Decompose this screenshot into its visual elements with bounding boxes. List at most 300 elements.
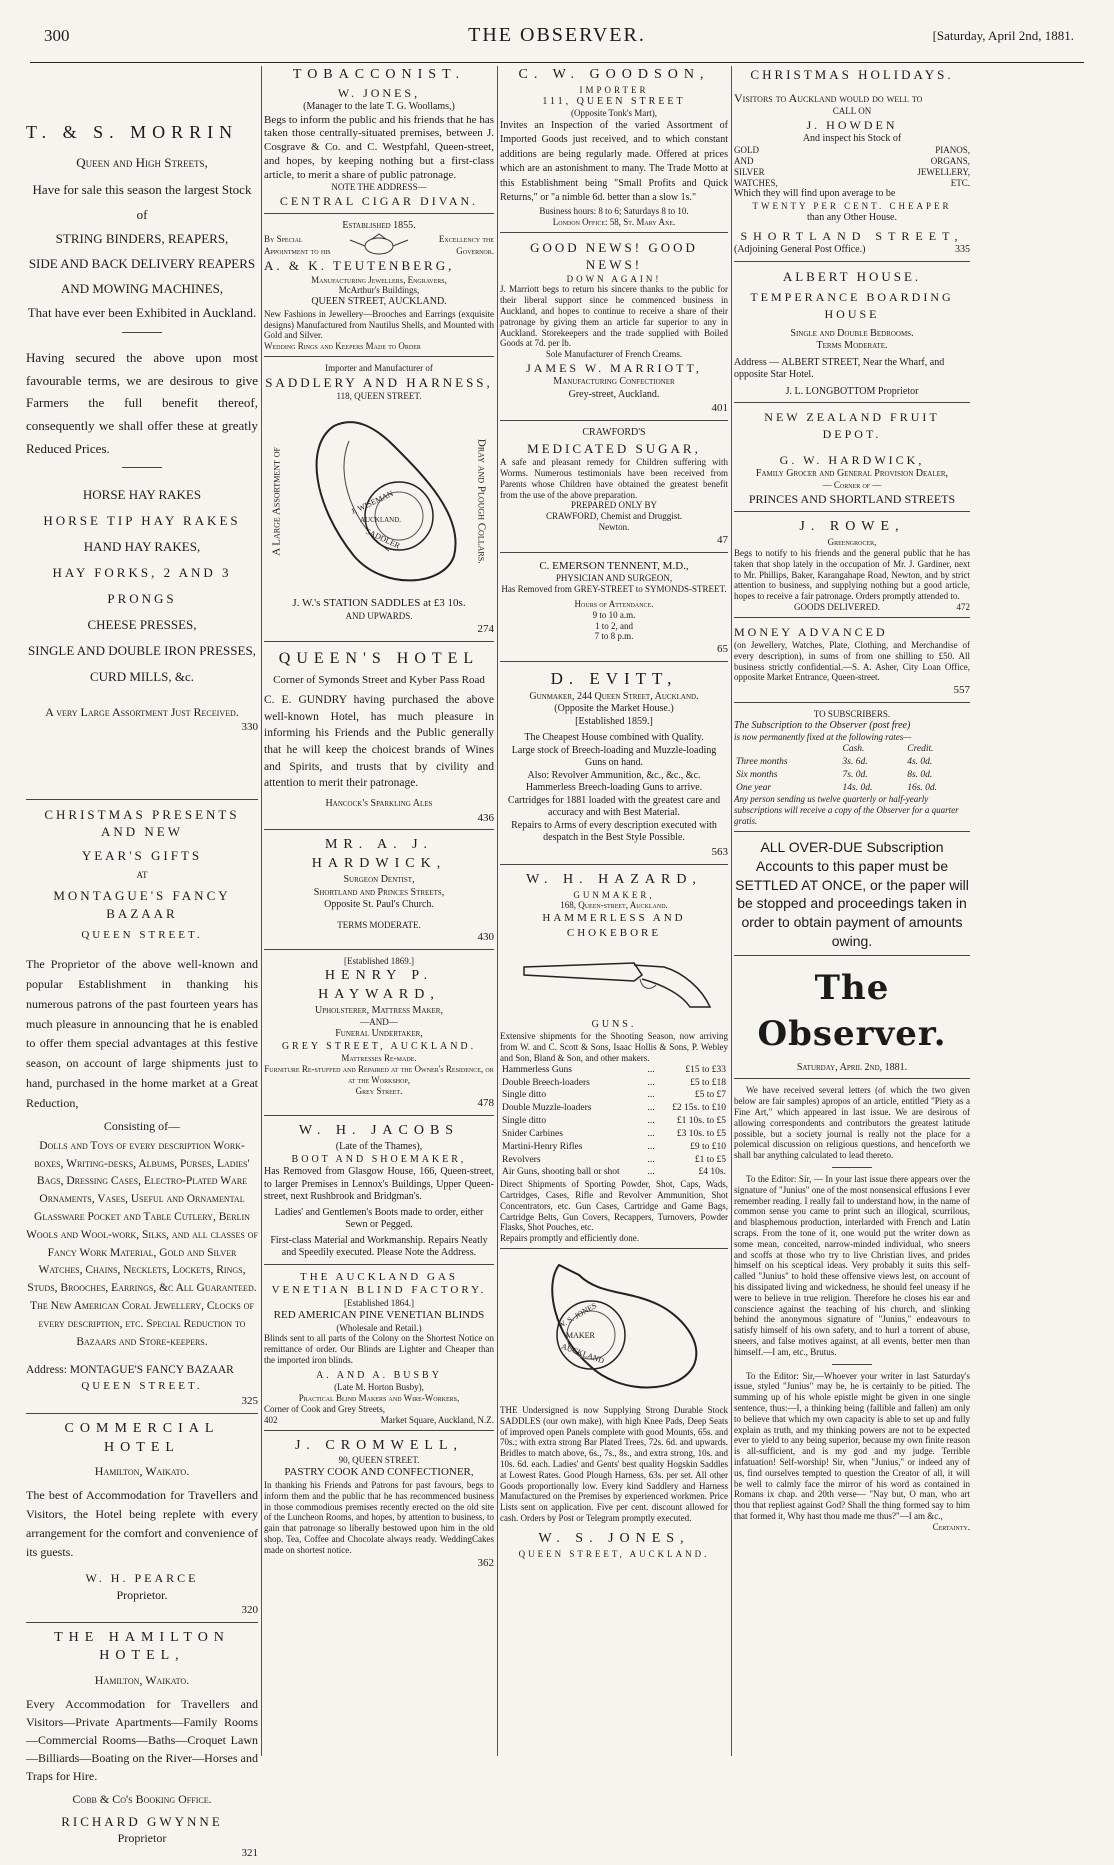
marriott-headline: GOOD NEWS! GOOD NEWS! xyxy=(530,239,698,273)
blind-late: (Late M. Horton Busby), xyxy=(334,1382,424,1393)
overdue-notice: ALL OVER-DUE Subscription Accounts to this paper must be SETTLED AT ONCE, or the paper will be stopped and proceedings taken in order to obtain payment of amounts owing. xyxy=(734,838,970,956)
howden-goods-list xyxy=(734,145,970,188)
ad-number: 401 xyxy=(711,402,728,415)
howden-good: ETC. xyxy=(950,177,970,188)
hardwick-terms: TERMS MODERATE. xyxy=(337,919,421,930)
albert-rooms: Single and Double Bedrooms. xyxy=(790,327,914,339)
subs-cash: 3s. 6d. xyxy=(842,756,868,767)
rule xyxy=(122,332,162,333)
subs-credit: 4s. 0d. xyxy=(907,756,933,767)
page-header xyxy=(30,22,1084,52)
column-2 xyxy=(264,66,494,1751)
tennent-moved: Has Removed from GREY-STREET to SYMONDS-STREET. xyxy=(501,584,727,595)
issue-date: [Saturday, April 2nd, 1881. xyxy=(932,28,1074,43)
ad-number: 563 xyxy=(711,845,728,858)
cromwell-trade: PASTRY COOK AND CONFECTIONER, xyxy=(284,1466,474,1479)
ad-jacobs xyxy=(264,1122,494,1264)
money-paragraph: (on Jewellery, Watches, Plate, Clothing, and Merchandise of every description), in sums of from one shilling to £50. All business strictly confidential.—S. A. Asher, City Loan Office, opposite Market Entrance, Queen-street. xyxy=(734,640,970,683)
morrin-address: Queen and High Streets, xyxy=(76,155,208,171)
price-value: £2 15s. to £10 xyxy=(672,1103,726,1114)
hazard-guns: GUNS. xyxy=(591,1018,637,1030)
subs-col: Cash. xyxy=(842,744,865,755)
jones-seal-maker: MAKER xyxy=(566,1330,595,1340)
subs-period: One year xyxy=(736,782,772,793)
marriott-sole: Sole Manufacturer of French Creams. xyxy=(545,349,683,360)
rowe-paragraph: Begs to notify to his friends and the general public that he has taken that shop lately in the occupation of Mr. J. Gardiner, next to Mr. Phillips, Baker, Karangahape Road, Newton, and by strict attention to business, and supplying nothing but a good article, hopes to receive a fair patronage. Orders promptly attended to. xyxy=(734,548,970,602)
ad-number: 47 xyxy=(717,533,728,546)
hardwick-role: Surgeon Dentist, xyxy=(343,874,415,886)
marriott-trade: Manufacturing Confectioner xyxy=(553,376,675,388)
bazaar-address: Address: MONTAGUE'S FANCY BAZAAR xyxy=(26,1364,234,1377)
ad-number: 320 xyxy=(241,1603,258,1616)
subs-credit: 16s. 0d. xyxy=(907,782,938,793)
blind-wholesale: (Wholesale and Retail.) xyxy=(336,1322,422,1333)
howden-call: CALL ON xyxy=(832,105,872,116)
cromwell-paragraph: In thanking his Friends and Patrons for past favours, begs to inform them and the public that he has recommenced business in those commodious premises recently erected on the old site of the Luncheon Rooms, and hopes, by attention to business, to gain that patronage so liberally bestowed upon him in the old shop. Tea, Coffee and Chocolate always ready. WeddingCakes made on shortest notice. xyxy=(264,1479,494,1555)
ad-number: 472 xyxy=(956,602,970,613)
fruit-streets: PRINCES AND SHORTLAND STREETS xyxy=(748,492,956,507)
price-item: Hammerless Guns xyxy=(502,1064,572,1075)
wiseman-street: 118, QUEEN STREET. xyxy=(336,391,422,402)
price-row xyxy=(500,1166,728,1179)
albert-address: Address — ALBERT STREET, Near the Wharf, and opposite Star Hotel. xyxy=(734,356,945,381)
howden-good: ORGANS, xyxy=(930,156,970,167)
evitt-trade: Gunmaker, 244 Queen Street, Auckland. xyxy=(529,690,699,702)
column-divider xyxy=(261,66,262,1756)
bazaar-consisting: Consisting of— xyxy=(103,1118,181,1133)
price-row xyxy=(500,1128,728,1141)
evitt-line: Cartridges for 1881 loaded with the greatest care and accuracy and with Best Material. xyxy=(507,794,721,819)
price-item: Air Guns, shooting ball or shot xyxy=(502,1167,620,1178)
howden-good: JEWELLERY, xyxy=(917,166,970,177)
morrin-item: CURD MILLS, &c. xyxy=(90,668,194,684)
ad-howden xyxy=(734,66,970,262)
hayward-undertaker: Funeral Undertaker, xyxy=(335,1028,423,1040)
howden-goods-row xyxy=(734,167,970,178)
hazard-name: W. H. HAZARD, xyxy=(526,871,702,887)
price-row xyxy=(500,1154,728,1167)
ad-hazard xyxy=(500,871,728,1249)
wiseman-seal-name: J. WISEMAN xyxy=(349,489,395,517)
commercial-owner: W. H. PEARCE xyxy=(85,1571,199,1586)
blind-corner: Corner of Cook and Grey Streets, xyxy=(264,1403,385,1414)
hamilton-paragraph: Every Accommodation for Travellers and Visitors—Private Apartments—Family Rooms —Commercial Rooms—Baths—Croquet Lawn —Billiards—Boating on the River—Horses and Traps for Hire. xyxy=(26,1696,258,1783)
price-row xyxy=(500,1089,728,1102)
howden-goods-row xyxy=(734,156,970,167)
hamilton-place: Hamilton, Waikato. xyxy=(94,1673,190,1688)
wiseman-side-right: Dray and Plough Collars. xyxy=(475,438,488,564)
price-item: Double Breech-loaders xyxy=(502,1077,590,1088)
tennent-hours-2: 1 to 2, and xyxy=(595,620,633,631)
bazaar-street: QUEEN STREET. xyxy=(81,929,203,942)
subs-col: Credit. xyxy=(907,744,934,755)
commercial-place: Hamilton, Waikato. xyxy=(94,1464,190,1479)
howden-good: PIANOS, xyxy=(935,145,970,156)
rowe-name: J. ROWE, xyxy=(799,519,905,535)
morrin-line: AND MOWING MACHINES, xyxy=(60,280,224,296)
teut-appointment-right: Excellency the Governor. xyxy=(438,233,494,256)
price-item: Double Muzzle-loaders xyxy=(502,1103,592,1114)
teut-appointment-left: By Special Appointment to his xyxy=(264,233,331,256)
price-row xyxy=(500,1115,728,1128)
marriott-name: JAMES W. MARRIOTT, xyxy=(526,361,702,376)
jones-name: W. S. JONES, xyxy=(538,1530,690,1546)
jacobs-sub: (Late of the Thames), xyxy=(335,1141,423,1153)
jacobs-paragraph: Has Removed from Glasgow House, 166, Queen-street, to larger Premises in Lennox's Buildings, Upper Queen-street, next Rushbrook and Bridgman's. xyxy=(264,1166,494,1203)
hamilton-name: THE HAMILTON HOTEL, xyxy=(54,1629,230,1664)
jones-paragraph: THE Undersigned is now Supplying Strong Durable Stock SADDLES (our own make), with high Knee Pads, Deep Seats of improved open Panels complete with good Mounts, 65s. and 70s.; with extra strong Bar Plated Trees, 72s. 6d. and upwards. Bridles to match above, 6s., 7s., 8s., and extra strong, 10s. and 10s. 6d. each. Ladies' and Gents' best quality Hogskin Saddles at Lowest Rates. Good Plough Harness, 63s. per set. All other Goods proportionally low. Every kind Saddlery and Harness Manufactured on the Premises by experienced workmen. Price Lists sent on application. Five per cent. discount allowed for cash. Orders by Post or Telegram promptly executed. xyxy=(500,1404,728,1523)
price-dots: ... xyxy=(647,1064,655,1075)
price-row xyxy=(500,1141,728,1154)
howden-goods-row xyxy=(734,178,970,189)
ad-marriott xyxy=(500,239,728,422)
subs-foot: Any person sending us twelve quarterly or half-yearly subscriptions will receive a copy of the Observer for a quarter gratis. xyxy=(734,794,959,826)
hayward-trade: Upholsterer, Mattress Maker, xyxy=(315,1004,443,1016)
subs-period: Six months xyxy=(736,769,778,780)
goodson-role: IMPORTER xyxy=(579,84,649,95)
howden-good: GOLD xyxy=(734,145,759,156)
tobacco-title: TOBACCONIST. xyxy=(292,67,466,82)
wiseman-title: SADDLERY AND HARNESS, xyxy=(265,374,493,390)
tobacco-paragraph: Begs to inform the public and his friends that he has taken those centrally-situated premises, between J. Cosgrave & Co. and C. Westpfahl, Queen-street, and hopes, by keeping nothing but a first-class article, to merit a share of public patronage. xyxy=(264,113,494,181)
queens-paragraph: C. E. GUNDRY having purchased the above well-known Hotel, has much pleasure in informing his Friends and the Public generally that he will keep the choicest brands of Wines and Spirits, and trusts that by civility and attention to merit their patronage. xyxy=(264,693,494,790)
ad-fruit-depot xyxy=(734,409,970,512)
tobacco-divan: CENTRAL CIGAR DIVAN. xyxy=(279,194,479,209)
jones-street: QUEEN STREET, AUCKLAND. xyxy=(518,1548,710,1559)
subs-period: Three months xyxy=(736,756,788,767)
price-row xyxy=(500,1064,728,1077)
ad-crawford xyxy=(500,427,728,552)
hayward-and: —AND— xyxy=(360,1017,398,1028)
goodson-london: London Office: 58, St. Mary Axe. xyxy=(552,216,676,227)
jacobs-paragraph-3: First-class Material and Workmanship. Repairs Neatly and Speedily executed. Please Note the Address. xyxy=(270,1234,488,1259)
price-value: £5 to £18 xyxy=(690,1077,726,1088)
saddle-illustration xyxy=(519,1255,709,1405)
subs-title: TO SUBSCRIBERS. xyxy=(813,709,891,720)
morrin-line: STRING BINDERS, REAPERS, xyxy=(55,231,229,247)
blind-market: Market Square, Auckland, N.Z. xyxy=(380,1414,494,1425)
evitt-line: Repairs to Arms of every description executed with despatch in the Best Style Possible. xyxy=(511,819,717,844)
hayward-furniture: Furniture Re-stuffed and Repaired at the Owner's Residence, or at the Workshop, xyxy=(264,1063,494,1085)
column-divider xyxy=(497,66,498,1756)
teut-street: QUEEN STREET, AUCKLAND. xyxy=(311,296,447,308)
albert-name: ALBERT HOUSE. xyxy=(782,268,922,284)
marriott-paragraph: J. Marriott begs to return his sincere thanks to the public for their liberal support since he commenced business in Auckland, and hopes to continue to receive a share of their patronage by giving them an article far superior to any in Auckland. Storekeepers and the trade supplied with Boiled Goods at 7d. per lb. xyxy=(500,284,728,349)
blind-trade: Practical Blind Makers and Wire-Workers, xyxy=(298,1393,460,1404)
price-value: £5 to £7 xyxy=(694,1090,726,1101)
subs-row xyxy=(734,782,970,795)
blind-title: THE AUCKLAND GAS VENETIAN BLIND FACTORY. xyxy=(271,1270,487,1297)
wiseman-seal-city: AUCKLAND. xyxy=(360,516,402,525)
howden-title: CHRISTMAS HOLIDAYS. xyxy=(750,67,954,82)
subs-cash: 7s. 0d. xyxy=(842,769,868,780)
fruit-trade: Family Grocer and General Provision Dealer, xyxy=(755,467,949,479)
column-1 xyxy=(26,66,258,1860)
subs-row xyxy=(734,756,970,769)
bazaar-at: AT xyxy=(136,870,148,881)
jacobs-paragraph-2: Ladies' and Gentlemen's Boots made to order, either Sewn or Pegged. xyxy=(274,1206,484,1231)
goodson-name: C. W. GOODSON, xyxy=(518,67,710,82)
ad-ws-jones xyxy=(500,1255,728,1563)
subs-rates-table xyxy=(734,743,970,794)
teut-name: A. & K. TEUTENBERG, xyxy=(264,258,455,274)
morrin-name: T. & S. MORRIN xyxy=(26,122,239,142)
jones-seal-name: W. S. JONES xyxy=(556,1300,599,1331)
morrin-line: That have ever been Exhibited in Auckland. xyxy=(27,305,257,321)
ad-evitt xyxy=(500,668,728,865)
ad-number: 330 xyxy=(241,720,258,733)
rowe-goods: GOODS DELIVERED. xyxy=(794,602,880,613)
teut-established: Established 1855. xyxy=(342,220,416,232)
hardwick-address: Shortland and Princes Streets, xyxy=(313,886,445,898)
ad-number: 274 xyxy=(477,622,494,635)
jones-seal-city: AUCKLAND xyxy=(560,1341,606,1366)
goodson-hours: Business hours: 8 to 6; Saturdays 8 to 10. xyxy=(539,205,689,216)
hardwick-name: MR. A. J. HARDWICK, xyxy=(311,837,447,872)
shotgun-illustration xyxy=(514,945,714,1015)
morrin-item: SINGLE AND DOUBLE IRON PRESSES, xyxy=(28,642,256,658)
hayward-street: GREY STREET, AUCKLAND. xyxy=(281,1040,477,1052)
morrin-line: SIDE AND BACK DELIVERY REAPERS xyxy=(28,255,256,271)
howden-good: SILVER xyxy=(734,166,765,177)
queens-corner: Corner of Symonds Street and Kyber Pass Road xyxy=(273,674,485,687)
ad-wiseman xyxy=(264,363,494,642)
blind-paragraph: Blinds sent to all parts of the Colony on the Shortest Notice on remittance of order. Our Blinds are Lighter and Cheaper than the imported iron blinds. xyxy=(264,1333,494,1366)
jacobs-name: W. H. JACOBS xyxy=(298,1123,460,1139)
ad-hayward xyxy=(264,956,494,1116)
crawford-title: CRAWFORD'S xyxy=(582,427,646,439)
crawford-title-2: MEDICATED SUGAR, xyxy=(527,440,701,456)
morrin-footer: A very Large Assortment Just Received. xyxy=(45,704,239,719)
bazaar-street-2: QUEEN STREET. xyxy=(81,1379,203,1392)
hamilton-owner: RICHARD GWYNNE xyxy=(61,1813,223,1829)
price-value: £1 10s. to £5 xyxy=(676,1116,726,1127)
price-dots: ... xyxy=(647,1116,655,1127)
ad-queens-hotel xyxy=(264,648,494,831)
subs-credit: 8s. 0d. xyxy=(907,769,933,780)
howden-name: J. HOWDEN xyxy=(806,117,898,132)
commercial-name: COMMERCIAL HOTEL xyxy=(64,1420,220,1455)
howden-inspect: And inspect his Stock of xyxy=(802,132,902,144)
newspaper-title: THE OBSERVER. xyxy=(468,24,646,46)
hayward-name: HENRY P. HAYWARD, xyxy=(318,968,440,1002)
hamilton-proprietor: Proprietor xyxy=(117,1831,167,1846)
price-dots: ... xyxy=(647,1077,655,1088)
albert-type: TEMPERANCE BOARDING HOUSE xyxy=(750,290,954,321)
letter-brutus: To the Editor: Sir, — In your last issue there appears over the signature of "Junius" one of the most nonsensical effusions I ever remember reading. I really fail to understand how, in the name of common sense you came to print such an illogical, scurrilous, and blasphemous production, interlarded with French and Latin scraps. From the tone of it, one would put the writer down as some mean, conceited, narrow-minded individual, who sneers and scoffs at those who try to live Christian lives, and prides himself on his sceptical ideas. Very probably it suits this self-called "Junius" to hold these offensive views lest, on account of his dissipated living and wickedness, he should feel uneasy if he were to believe in true religion. Therefore he closes his ear and conscience against the teaching of his church, and slinking behind the anonymous signature of "Junius," endeavours to satisfy himself of his own safety, and to hurl a torrent of abuse, sneers, and false motives against, at all events, better men than himself.—I am, etc., Brutus. xyxy=(734,1173,970,1357)
tobacco-sub: (Manager to the late T. G. Woollams,) xyxy=(303,101,455,113)
marriott-street: Grey-street, Auckland. xyxy=(568,388,660,400)
column-4 xyxy=(734,66,970,1751)
subscribers-notice xyxy=(734,709,970,832)
goodson-paragraph: Invites an Inspection of the varied Assortment of Imported Goods just received, and to which constant additions are being regularly made. Offered at prices which are an astonishment to many. The Trade Motto at this Establishment being "Small Profits and Quick Returns," or "a nimble 6d. better than a slow 1s." xyxy=(500,119,728,204)
hazard-paragraph: Extensive shipments for the Shooting Season, now arriving from W. and C. Scott & Sons, Isaac Hollis & Sons, P. Webley and Son, Bland & Son, and other makers. xyxy=(500,1031,728,1064)
subs-cash: 14s. 0d. xyxy=(842,782,873,793)
albert-owner: J. L. LONGBOTTOM Proprietor xyxy=(785,385,919,397)
bazaar-goods: Dolls and Toys of every description Work-boxes, Writing-desks, Albums, Purses, Ladies' Bags, Dressing Cases, Electro-Plated Ware Ornaments, Vases, Useful and Ornamental Glassware Pocket and Table Cutlery, Berlin Wools and Wool-work, Silks, and all classes of Fancy Work Material, Gold and Silver Watches, Chains, Necklets, Lockets, Rings, Studs, Brooches, Earrings, &c All Guaranteed. The New American Coral Jewellery, Clocks of every description, etc. Special Reduction to Bazaars and Store-keepers. xyxy=(26,1139,258,1348)
price-dots: ... xyxy=(647,1103,655,1114)
morrin-item: HAY FORKS, 2 AND 3 PRONGS xyxy=(52,564,232,606)
howden-which: Which they will find upon average to be xyxy=(734,188,896,200)
howden-street: SHORTLAND STREET, xyxy=(740,229,964,244)
wiseman-station: J. W.'s STATION SADDLES at £3 10s. xyxy=(292,597,466,610)
bazaar-name: MONTAGUE'S FANCY BAZAAR xyxy=(53,888,231,921)
price-dots: ... xyxy=(647,1090,655,1101)
ad-hardwick-dentist xyxy=(264,836,494,950)
bazaar-title: CHRISTMAS PRESENTS AND NEW xyxy=(44,806,240,840)
fruit-owner: G. W. HARDWICK, xyxy=(779,452,925,467)
crawford-newton: Newton. xyxy=(598,521,630,532)
queens-ales: Hancock's Sparkling Ales xyxy=(325,798,433,810)
marriott-down: DOWN AGAIN! xyxy=(566,273,662,284)
price-value: £9 to £10 xyxy=(690,1141,726,1152)
commercial-proprietor: Proprietor. xyxy=(116,1587,168,1602)
ad-albert-house xyxy=(734,268,970,403)
blind-red-pine: RED AMERICAN PINE VENETIAN BLINDS xyxy=(273,1308,485,1321)
ad-bazaar xyxy=(26,806,258,1414)
howden-good: WATCHES, xyxy=(734,177,778,188)
evitt-name: D. EVITT, xyxy=(550,669,678,689)
evitt-line: Large stock of Breech-loading and Muzzle-loading Guns on hand. xyxy=(511,744,717,769)
subs-head: The Subscription to the Observer (post free) xyxy=(734,719,911,731)
ad-rowe xyxy=(734,518,970,617)
blind-established: [Established 1864.] xyxy=(344,1298,414,1309)
howden-goods-row xyxy=(734,145,970,156)
ad-number: 362 xyxy=(477,1556,494,1569)
hayward-grey: Grey Street. xyxy=(355,1085,403,1096)
blind-busby: A. AND A. BUSBY xyxy=(316,1369,442,1381)
hazard-headline: HAMMERLESS AND CHOKEBORE xyxy=(542,912,686,940)
howden-adjoining: (Adjoining General Post Office.) xyxy=(734,244,866,256)
ad-number: 65 xyxy=(717,643,728,656)
cromwell-name: J. CROMWELL, xyxy=(294,1437,464,1453)
tennent-name: C. EMERSON TENNENT, M.D., xyxy=(539,559,689,572)
hazard-address: 168, Queen-street, Auckland. xyxy=(560,900,668,911)
cromwell-address: 90, QUEEN STREET. xyxy=(338,1455,420,1466)
commercial-paragraph: The best of Accommodation for Travellers and Visitors, the Hotel being replete with every arrangement for the comfort and convenience of its guests. xyxy=(26,1487,258,1560)
hazard-role: GUNMAKER, xyxy=(573,889,655,900)
howden-than: than any Other House. xyxy=(807,211,897,223)
price-dots: ... xyxy=(647,1141,655,1152)
hazard-price-list xyxy=(500,1064,728,1179)
price-item: Martini-Henry Rifles xyxy=(502,1141,583,1152)
bazaar-paragraph: The Proprietor of the above well-known and popular Establishment in thanking his numerous patrons of the past fourteen years has much pleasure in announcing that he is enabled to offer them special advantages at this festive season, on account of large shipments just to hand, purchased in the home market at a Great Reduction, xyxy=(26,957,258,1110)
ad-number: 436 xyxy=(477,811,494,824)
ad-number: 478 xyxy=(477,1097,494,1110)
price-value: £3 10s. to £5 xyxy=(676,1128,726,1139)
albert-terms: Terms Moderate. xyxy=(816,340,888,352)
teut-trade: Manufacturing Jewellers, Engravers, xyxy=(311,274,447,285)
morrin-item: HAND HAY RAKES, xyxy=(83,538,201,554)
ad-commercial-hotel xyxy=(26,1420,258,1623)
hazard-paragraph-2: Direct Shipments of Sporting Powder, Shot, Caps, Wads, Cartridges, Cases, Rifle and Revolver Ammunition, Shot Concentrators, etc. Gun Cases, Cartridge and Game Bags, Cartridge Belts, Gun Covers, Recappers, Turnovers, Powder Flasks, Shot Pouches, etc. xyxy=(500,1179,728,1233)
ad-tobacconist xyxy=(264,66,494,214)
column-divider xyxy=(731,66,732,1756)
price-row xyxy=(500,1077,728,1090)
ad-money-advanced xyxy=(734,624,970,703)
howden-cheaper: TWENTY PER CENT. CHEAPER xyxy=(752,200,952,211)
evitt-established: [Established 1859.] xyxy=(575,715,653,727)
crawford-paragraph: A safe and pleasant remedy for Children suffering with Worms. Numerous testimonials have been received from Parents whose Children have obtained the greatest benefit from the use of the above preparation. xyxy=(500,457,728,500)
teut-paragraph: New Fashions in Jewellery—Brooches and Earrings (exquisite designs) Manufactured from Nautilus Shells, and Mounted with Gold and Silver. xyxy=(264,308,494,341)
teut-rings: Wedding Rings and Keepers Made to Order xyxy=(264,341,421,352)
wiseman-side-left: A Large Assortment of xyxy=(270,447,283,556)
bazaar-title-2: YEAR'S GIFTS xyxy=(81,847,203,863)
morrin-item: CHEESE PRESSES, xyxy=(87,616,197,632)
page-number: 300 xyxy=(44,26,70,45)
money-title: MONEY ADVANCED xyxy=(734,624,888,639)
observer-masthead: The Observer. xyxy=(757,968,947,1055)
ad-number: 402 xyxy=(264,1414,278,1425)
jacobs-trade: BOOT AND SHOEMAKER, xyxy=(291,1153,467,1165)
morrin-item: HORSE TIP HAY RAKES xyxy=(43,512,241,528)
tennent-role: PHYSICIAN AND SURGEON, xyxy=(555,573,673,584)
tennent-hours-3: 7 to 8 p.m. xyxy=(594,631,634,642)
tobacco-note: NOTE THE ADDRESS— xyxy=(331,182,427,193)
evitt-opposite: (Opposite the Market House.) xyxy=(554,703,674,715)
ad-cromwell xyxy=(264,1437,494,1575)
ad-number: 321 xyxy=(241,1847,258,1860)
ad-tennent xyxy=(500,559,728,662)
goodson-opposite: (Opposite Tonk's Mart), xyxy=(570,108,658,119)
price-dots: ... xyxy=(647,1154,655,1165)
column-3 xyxy=(500,66,728,1751)
price-value: £15 to £33 xyxy=(685,1064,726,1075)
editorial-date: Saturday, April 2nd, 1881. xyxy=(734,1062,970,1080)
queens-name: QUEEN'S HOTEL xyxy=(278,649,480,667)
subs-row xyxy=(734,769,970,782)
hardwick-opposite: Opposite St. Paul's Church. xyxy=(324,899,434,911)
goodson-address: 111, QUEEN STREET xyxy=(542,95,686,107)
subs-sub: is now permanently fixed at the following rates— xyxy=(734,732,912,743)
rule xyxy=(122,467,162,468)
wiseman-intro: Importer and Manufacturer of xyxy=(325,362,433,373)
price-item: Snider Carbines xyxy=(502,1128,563,1139)
ad-morrin xyxy=(26,66,258,800)
howden-good: AND xyxy=(734,156,754,167)
evitt-line: The Cheapest House combined with Quality. xyxy=(524,732,704,744)
howden-intro: Visitors to Auckland would do well to xyxy=(734,90,923,105)
wiseman-seal-trade: SADDLER xyxy=(364,526,402,551)
price-value: £1 to £5 xyxy=(694,1154,726,1165)
hayward-mattress: Mattresses Re-made. xyxy=(341,1053,417,1064)
rowe-trade: Greengrocer, xyxy=(827,537,877,548)
morrin-line: Have for sale this season the largest Stock of xyxy=(32,181,252,222)
editorial-paragraph: We have received several letters (of which the two given below are fair samples) apropos of an article, entitled "Piety as a Fine Art," which appeared in last issue. We are desirous of allowing correspondents and contributors the greatest latitude possible, but a society journal is really not the place for a polemical discussion on religious questions, and henceforth we shall bar anything calculated to lead thereto. xyxy=(734,1085,970,1161)
editorial xyxy=(734,966,970,1532)
ad-venetian-blind xyxy=(264,1271,494,1431)
teut-building: McArthur's Buildings, xyxy=(338,285,420,296)
evitt-line: Also: Revolver Ammunition, &c., &c., &c. xyxy=(527,769,701,781)
royal-crest-icon xyxy=(344,234,414,256)
ad-number: 430 xyxy=(477,931,494,944)
letter-certainty: To the Editor: Sir,—Whoever your writer in last Saturday's issue, styled "Junius" may be, he is certainly to be pitied. The summing up of his whole epistle might be given in one single sentence, thus:—I, a thinking being (fallible and fallen) am only to believe that which my own capacity is able to set up and fully explain as truth, and my thinking powers are not to be expected ever to yield to any being superior, because my own finite reason is all-sufficient, and is my god and my judge. Terrible infatuation! Self-worship! Sir, when "Junius," or indeed any of us, find ourselves tempted to question the Creator of all, it will be well to calmly face the mirror of his word as contained in Romans ix chap. and 20th verse— "Nay but, O man, who art thou that repliest against God? Shall the thing formed say to him that formed it, Why hast thou made me thus?"—I am &c., xyxy=(734,1370,970,1521)
price-item: Revolvers xyxy=(502,1154,541,1165)
ad-goodson xyxy=(500,66,728,233)
price-dots: ... xyxy=(647,1128,655,1139)
ad-hamilton-hotel xyxy=(26,1629,258,1865)
ad-number: 335 xyxy=(955,244,970,256)
rule xyxy=(832,1364,872,1365)
rule xyxy=(832,1167,872,1168)
price-value: £4 10s. xyxy=(698,1167,726,1178)
price-item: Single ditto xyxy=(502,1090,547,1101)
hazard-repairs: Repairs promptly and efficiently done. xyxy=(500,1233,640,1244)
ad-teutenberg xyxy=(264,220,494,357)
evitt-line: Hammerless Breech-loading Guns to arrive. xyxy=(525,782,703,794)
morrin-paragraph: Having secured the above upon most favourable terms, we are desirous to give Farmers the full benefit thereof, consequently we shall offer these at greatly Reduced Prices. xyxy=(26,349,258,456)
ad-number: 325 xyxy=(241,1394,258,1407)
